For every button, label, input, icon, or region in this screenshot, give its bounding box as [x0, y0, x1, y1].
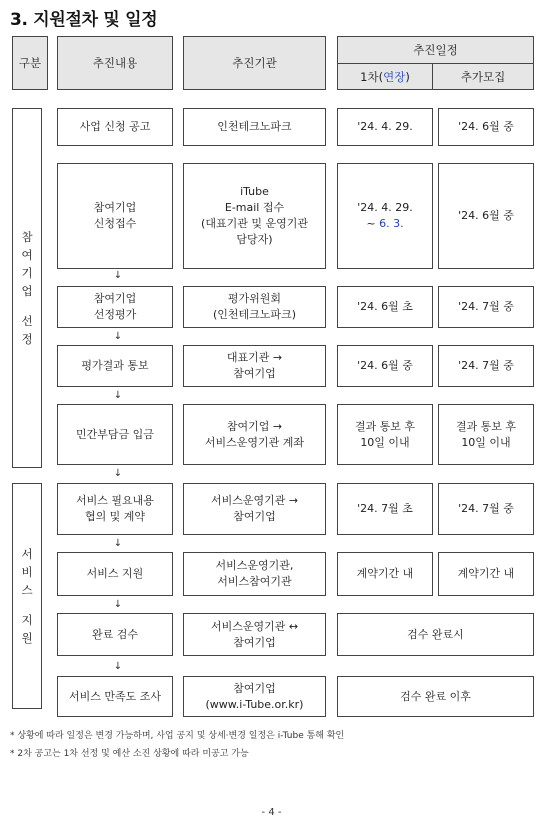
header-round2: 추가모집 [432, 63, 534, 90]
page-number: - 4 - [261, 807, 282, 818]
extended-date: 6. 3. [379, 217, 404, 230]
flow-arrow-icon: ↓ [113, 390, 123, 401]
header-org: 추진기관 [183, 36, 326, 90]
step-org: 참여기업 → 서비스운영기관 계좌 [183, 404, 326, 465]
step-round2: 결과 통보 후 10일 이내 [438, 404, 534, 465]
footnote: * 상황에 따라 일정은 변경 가능하며, 사업 공지 및 상세·변경 일정은 i-Tube 통해 확인 [10, 731, 345, 741]
step-org: 인천테크노파크 [183, 108, 326, 146]
step-round1: '24. 7월 초 [337, 483, 433, 535]
footnote: * 2차 공고는 1차 선정 및 예산 소진 상황에 따라 미공고 가능 [10, 749, 249, 759]
step-org: 서비스운영기관 ↔ 참여기업 [183, 613, 326, 656]
step-round1: '24. 4. 29. ~ 6. 3. [337, 163, 433, 269]
step-round1: 결과 통보 후 10일 이내 [337, 404, 433, 465]
step-round2: '24. 7월 중 [438, 483, 534, 535]
step-content: 서비스 지원 [57, 552, 173, 596]
step-schedule-merged: 검수 완료시 [337, 613, 534, 656]
flow-arrow-icon: ↓ [113, 468, 123, 479]
step-round1: 계약기간 내 [337, 552, 433, 596]
step-org: 대표기관 → 참여기업 [183, 345, 326, 387]
flow-arrow-icon: ↓ [113, 270, 123, 281]
step-content: 참여기업 신청접수 [57, 163, 173, 269]
extension-highlight: 연장 [383, 69, 406, 84]
step-schedule-merged: 검수 완료 이후 [337, 676, 534, 717]
header-round1: 1차(연장) [337, 63, 433, 90]
header-content: 추진내용 [57, 36, 173, 90]
step-round1: '24. 6월 초 [337, 286, 433, 328]
header-schedule: 추진일정 [337, 36, 534, 64]
header-category: 구분 [12, 36, 48, 90]
flow-arrow-icon: ↓ [113, 661, 123, 672]
step-content: 서비스 만족도 조사 [57, 676, 173, 717]
step-content: 사업 신청 공고 [57, 108, 173, 146]
step-round2: '24. 7월 중 [438, 345, 534, 387]
step-content: 서비스 필요내용 협의 및 계약 [57, 483, 173, 535]
step-org: 참여기업 (www.i-Tube.or.kr) [183, 676, 326, 717]
flow-arrow-icon: ↓ [113, 538, 123, 549]
group-label-selection: 참 여 기 업 선 정 [12, 108, 42, 468]
step-round2: '24. 6월 중 [438, 108, 534, 146]
section-title: 3. 지원절차 및 일정 [10, 10, 158, 30]
step-content: 참여기업 선정평가 [57, 286, 173, 328]
flow-arrow-icon: ↓ [113, 331, 123, 342]
step-round1: '24. 6월 중 [337, 345, 433, 387]
step-org: iTube E-mail 접수 (대표기관 및 운영기관 담당자) [183, 163, 326, 269]
step-content: 민간부담금 입금 [57, 404, 173, 465]
step-content: 평가결과 통보 [57, 345, 173, 387]
step-org: 서비스운영기관 → 참여기업 [183, 483, 326, 535]
group-label-service: 서 비 스 지 원 [12, 483, 42, 709]
step-round1: '24. 4. 29. [337, 108, 433, 146]
step-org: 서비스운영기관, 서비스참여기관 [183, 552, 326, 596]
step-round2: '24. 7월 중 [438, 286, 534, 328]
step-content: 완료 검수 [57, 613, 173, 656]
step-round2: '24. 6월 중 [438, 163, 534, 269]
step-org: 평가위원회 (인천테크노파크) [183, 286, 326, 328]
flow-arrow-icon: ↓ [113, 599, 123, 610]
step-round2: 계약기간 내 [438, 552, 534, 596]
